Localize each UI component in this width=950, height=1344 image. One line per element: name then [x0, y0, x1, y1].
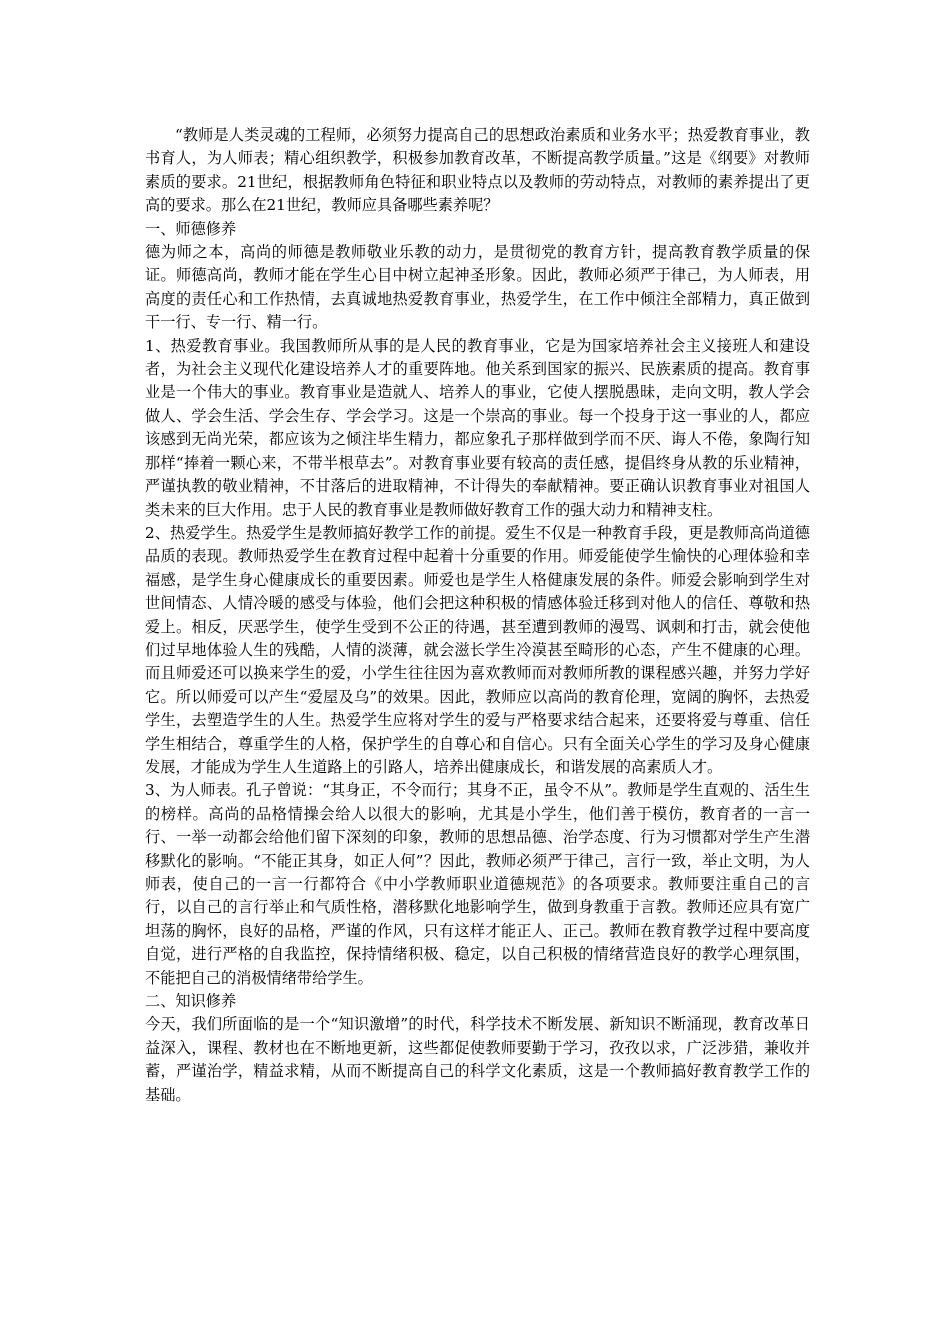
- section-heading-ethics: 一、师德修养: [145, 219, 237, 238]
- intro-paragraph: “教师是人类灵魂的工程师，必须努力提高自己的思想政治素质和业务水平；热爱教育事业，教书育人，为人师表；精心组织教学，积极参加教育改革，不断提高教学质量。”这是《纲要》对教师素质的要求。21世纪，根据教师角色特征和职业特点以及教师的劳动特点，对教师的素养提出了更高的要求。那么在21世纪，教师应具备哪些素养呢？: [145, 126, 810, 215]
- document-body: [145, 124, 810, 1107]
- knowledge-paragraph: 今天，我们所面临的是一个“知识激增”的时代，科学技术不断发展、新知识不断涌现，教育改革日益深入，课程、教材也在不断地更新，这些都促使教师要勤于学习，孜孜以求，广泛涉猎，兼收并蓄，严谨治学，精益求精，从而不断提高自己的科学文化素质，这是一个教师搞好教育教学工作的基础。: [145, 1015, 810, 1104]
- section-heading-knowledge: 二、知识修养: [145, 992, 237, 1011]
- item-love-students: 2、热爱学生。热爱学生是教师搞好教学工作的前提。爱生不仅是一种教育手段，更是教师高尚道德品质的表现。教师热爱学生在教育过程中起着十分重要的作用。师爱能使学生愉快的心理体验和幸福感，是学生身心健康成长的重要因素。师爱也是学生人格健康发展的条件。师爱会影响到学生对世间情态、人情冷暖的感受与体验，他们会把这种积极的情感体验迁移到对他人的信任、尊敬和热爱上。相反，厌恶学生，使学生受到不公正的待遇，甚至遭到教师的漫骂、讽刺和打击，就会使他们过早地体验人生的残酷，人情的淡薄，就会滋长学生冷漠甚至畸形的心态，产生不健康的心理。而且师爱还可以换来学生的爱，小学生往往因为喜欢教师而对教师所教的课程感兴趣，并努力学好它。所以师爱可以产生“爱屋及乌”的效果。因此，教师应以高尚的教育伦理，宽阔的胸怀，去热爱学生，去塑造学生的人生。热爱学生应将对学生的爱与严格要求结合起来，还要将爱与尊重、信任学生相结合，尊重学生的人格，保护学生的自尊心和自信心。只有全面关心学生的学习及身心健康发展，才能成为学生人生道路上的引路人，培养出健康成长，和谐发展的高素质人才。: [145, 523, 810, 776]
- ethics-paragraph: 德为师之本，高尚的师德是教师敬业乐教的动力，是贯彻党的教育方针，提高教育教学质量的保证。师德高尚，教师才能在学生心目中树立起神圣形象。因此，教师必须严于律己，为人师表，用高度的责任心和工作热情，去真诚地热爱教育事业，热爱学生，在工作中倾注全部精力，真正做到干一行、专一行、精一行。: [145, 243, 810, 332]
- item-role-model: 3、为人师表。孔子曾说：“其身正，不令而行；其身不正，虽令不从”。教师是学生直观的、活生生的榜样。高尚的品格情操会给人以很大的影响，尤其是小学生，他们善于模仿，教育者的一言一行、一举一动都会给他们留下深刻的印象，教师的思想品德、治学态度、行为习惯都对学生产生潜移默化的影响。“不能正其身，如正人何”？因此，教师必须严于律己，言行一致，举止文明，为人师表，使自己的一言一行都符合《中小学教师职业道德规范》的各项要求。教师要注重自己的言行，以自己的言行举止和气质性格，潜移默化地影响学生，做到身教重于言教。教师还应具有宽广坦荡的胸怀，良好的品格，严谨的作风，只有这样才能正人、正己。教师在教育教学过程中要高度自觉，进行严格的自我监控，保持情绪积极、稳定，以自己积极的情绪营造良好的教学心理氛围，不能把自己的消极情绪带给学生。: [145, 781, 810, 987]
- item-love-education: 1、热爱教育事业。我国教师所从事的是人民的教育事业，它是为国家培养社会主义接班人和建设者，为社会主义现代化建设培养人才的重要阵地。他关系到国家的振兴、民族素质的提高。教育事业是一个伟大的事业。教育事业是造就人、培养人的事业，它使人摆脱愚昧，走向文明，教人学会做人、学会生活、学会生存、学会学习。这是一个崇高的事业。每一个投身于这一事业的人，都应该感到无尚光荣，都应该为之倾注毕生精力，都应象孔子那样做到学而不厌、诲人不倦，象陶行知那样“捧着一颗心来，不带半根草去”。对教育事业要有较高的责任感，提倡终身从教的乐业精神，严谨执教的敬业精神，不甘落后的进取精神，不计得失的奉献精神。要正确认识教育事业对祖国人类未来的巨大作用。忠于人民的教育事业是教师做好教育工作的强大动力和精神支柱。: [145, 336, 810, 519]
